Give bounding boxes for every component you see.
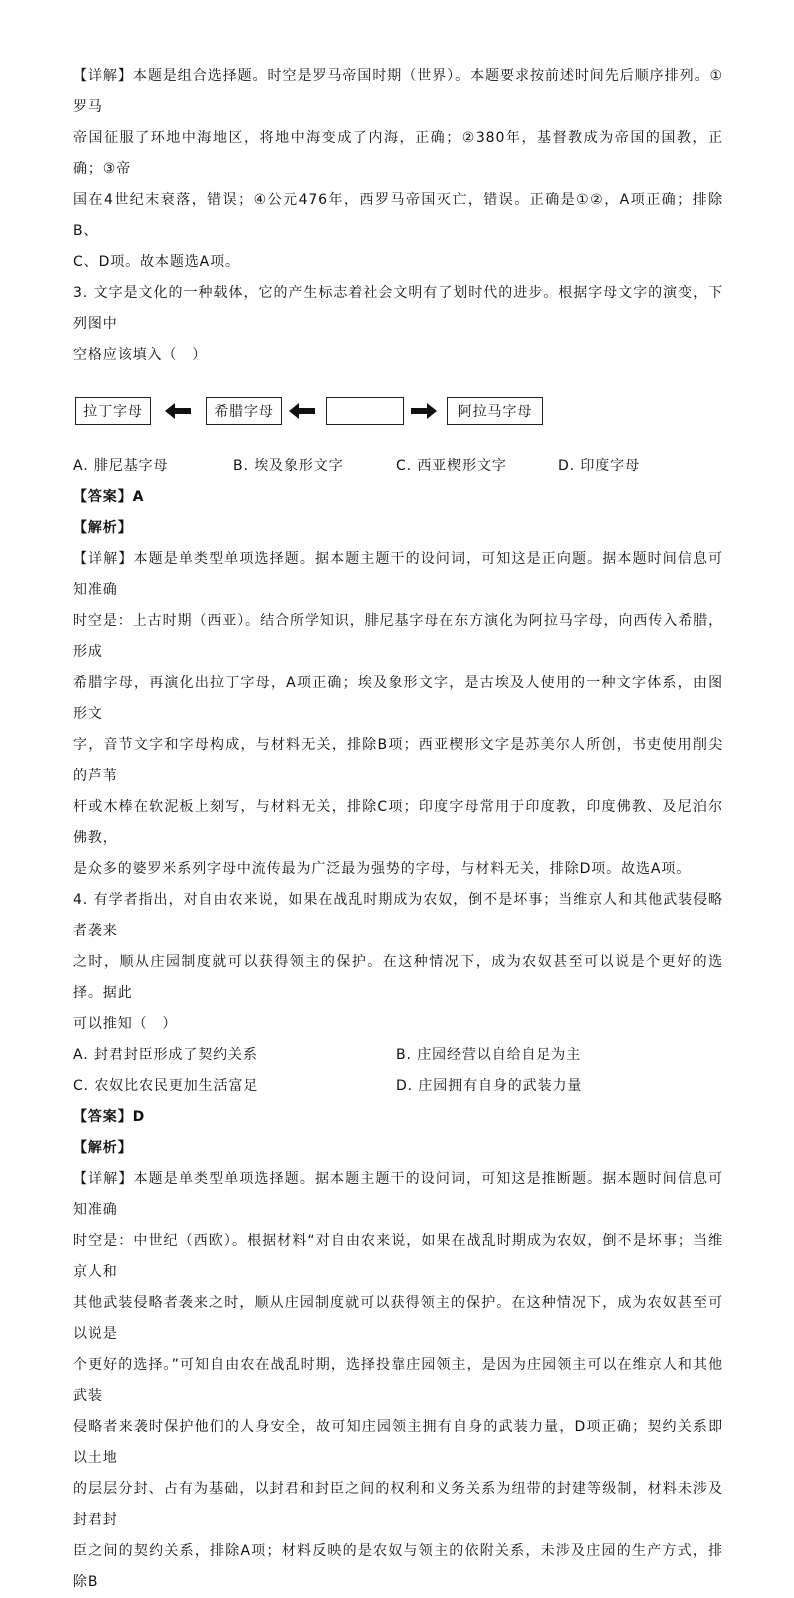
q4-options-row-2 bbox=[73, 1071, 723, 1102]
q4-stem-line: 4. 有学者指出，对自由农来说，如果在战乱时期成为农奴，倒不是坏事；当维京人和其他武装侵略者袭来 bbox=[73, 892, 723, 939]
q4-detail-line: 侵略者来袭时保护他们的人身安全，故可知庄园领主拥有自身的武装力量，D项正确；契约关系即以土地 bbox=[73, 1419, 723, 1466]
arrow-right-icon bbox=[411, 403, 437, 419]
q3-stem-line: 3. 文字是文化的一种载体，它的产生标志着社会文明有了划时代的进步。根据字母文字的演变，下列图中 bbox=[73, 285, 723, 332]
blank-answer-box bbox=[326, 397, 404, 425]
q2-detail-line: 国在4世纪末衰落，错误；④公元476年，西罗马帝国灭亡，错误。正确是①②，A项正确；排除B、 bbox=[73, 192, 723, 239]
q3-option-c: C. 西亚楔形文字 bbox=[396, 458, 507, 474]
q3-detail-line: 杆或木棒在软泥板上刻写，与材料无关，排除C项；印度字母常用于印度教，印度佛教、及尼泊尔佛教， bbox=[73, 799, 723, 846]
q2-detail-line: 【详解】本题是组合选择题。时空是罗马帝国时期（世界）。本题要求按前述时间先后顺序排列。①罗马 bbox=[73, 68, 723, 115]
document-body bbox=[73, 61, 723, 1598]
arrow-left-icon bbox=[165, 403, 191, 419]
q4-option-d: D. 庄园拥有自身的武装力量 bbox=[396, 1078, 583, 1094]
q3-option-b: B. 埃及象形文字 bbox=[233, 458, 344, 474]
q3-detail-line: 是众多的婆罗米系列字母中流传最为广泛最为强势的字母，与材料无关，排除D项。故选A项。 bbox=[73, 861, 692, 877]
q4-detail-line: 个更好的选择。”可知自由农在战乱时期，选择投靠庄园领主，是因为庄园领主可以在维京人和其他武装 bbox=[73, 1357, 723, 1404]
q4-stem-line: 可以推知（ ） bbox=[73, 1016, 178, 1032]
q3-detail-line: 字，音节文字和字母构成，与材料无关，排除B项；西亚楔形文字是苏美尔人所创，书吏使用削尖的芦苇 bbox=[73, 737, 723, 784]
q3-option-a: A. 腓尼基字母 bbox=[73, 458, 169, 474]
aramaic-alphabet-box: 阿拉马字母 bbox=[447, 397, 543, 425]
q4-detail-line: 【详解】本题是单类型单项选择题。据本题主题干的设问词，可知这是推断题。据本题时间信息可知准确 bbox=[73, 1171, 723, 1218]
q3-options bbox=[73, 451, 723, 482]
q4-options-row-1 bbox=[73, 1040, 723, 1071]
q4-detail-line: 其他武装侵略者袭来之时，顺从庄园制度就可以获得领主的保护。在这种情况下，成为农奴甚至可以说是 bbox=[73, 1295, 723, 1342]
q3-answer: 【答案】A bbox=[73, 489, 145, 505]
q3-detail-line: 【详解】本题是单类型单项选择题。据本题主题干的设问词，可知这是正向题。据本题时间信息可知准确 bbox=[73, 551, 723, 598]
q3-stem-line: 空格应该填入（ ） bbox=[73, 347, 208, 363]
q4-detail-line: 的层层分封、占有为基础，以封君和封臣之间的权利和义务关系为纽带的封建等级制，材料未涉及封君封 bbox=[73, 1481, 723, 1528]
q4-answer: 【答案】D bbox=[73, 1109, 146, 1125]
q4-option-c: C. 农奴比农民更加生活富足 bbox=[73, 1078, 259, 1094]
q3-detail-line: 希腊字母，再演化出拉丁字母，A项正确；埃及象形文字，是古埃及人使用的一种文字体系，由图形文 bbox=[73, 675, 723, 722]
q2-detail-line: 帝国征服了环地中海地区，将地中海变成了内海，正确；②380年，基督教成为帝国的国教，正确；③帝 bbox=[73, 130, 723, 177]
q4-option-a: A. 封君封臣形成了契约关系 bbox=[73, 1047, 258, 1063]
q3-detail-line: 时空是：上古时期（西亚）。结合所学知识，腓尼基字母在东方演化为阿拉马字母，向西传入希腊，形成 bbox=[73, 613, 723, 660]
arrow-left-icon bbox=[289, 403, 315, 419]
q4-detail-line: 臣之间的契约关系，排除A项；材料反映的是农奴与领主的依附关系，未涉及庄园的生产方式，排除B bbox=[73, 1543, 723, 1590]
q4-detail-line: 时空是：中世纪（西欧）。根据材料“对自由农来说，如果在战乱时期成为农奴，倒不是坏事；当维京人和 bbox=[73, 1233, 723, 1280]
alphabet-evolution-diagram bbox=[73, 389, 723, 451]
q4-option-b: B. 庄园经营以自给自足为主 bbox=[396, 1047, 582, 1063]
q4-stem-line: 之时，顺从庄园制度就可以获得领主的保护。在这种情况下，成为农奴甚至可以说是个更好的选择。据此 bbox=[73, 954, 723, 1001]
latin-alphabet-box: 拉丁字母 bbox=[75, 397, 151, 425]
q3-option-d: D. 印度字母 bbox=[558, 458, 640, 474]
greek-alphabet-box: 希腊字母 bbox=[206, 397, 282, 425]
q3-analysis-label: 【解析】 bbox=[73, 520, 133, 536]
q4-analysis-label: 【解析】 bbox=[73, 1140, 133, 1156]
q2-detail-line: C、D项。故本题选A项。 bbox=[73, 254, 240, 270]
